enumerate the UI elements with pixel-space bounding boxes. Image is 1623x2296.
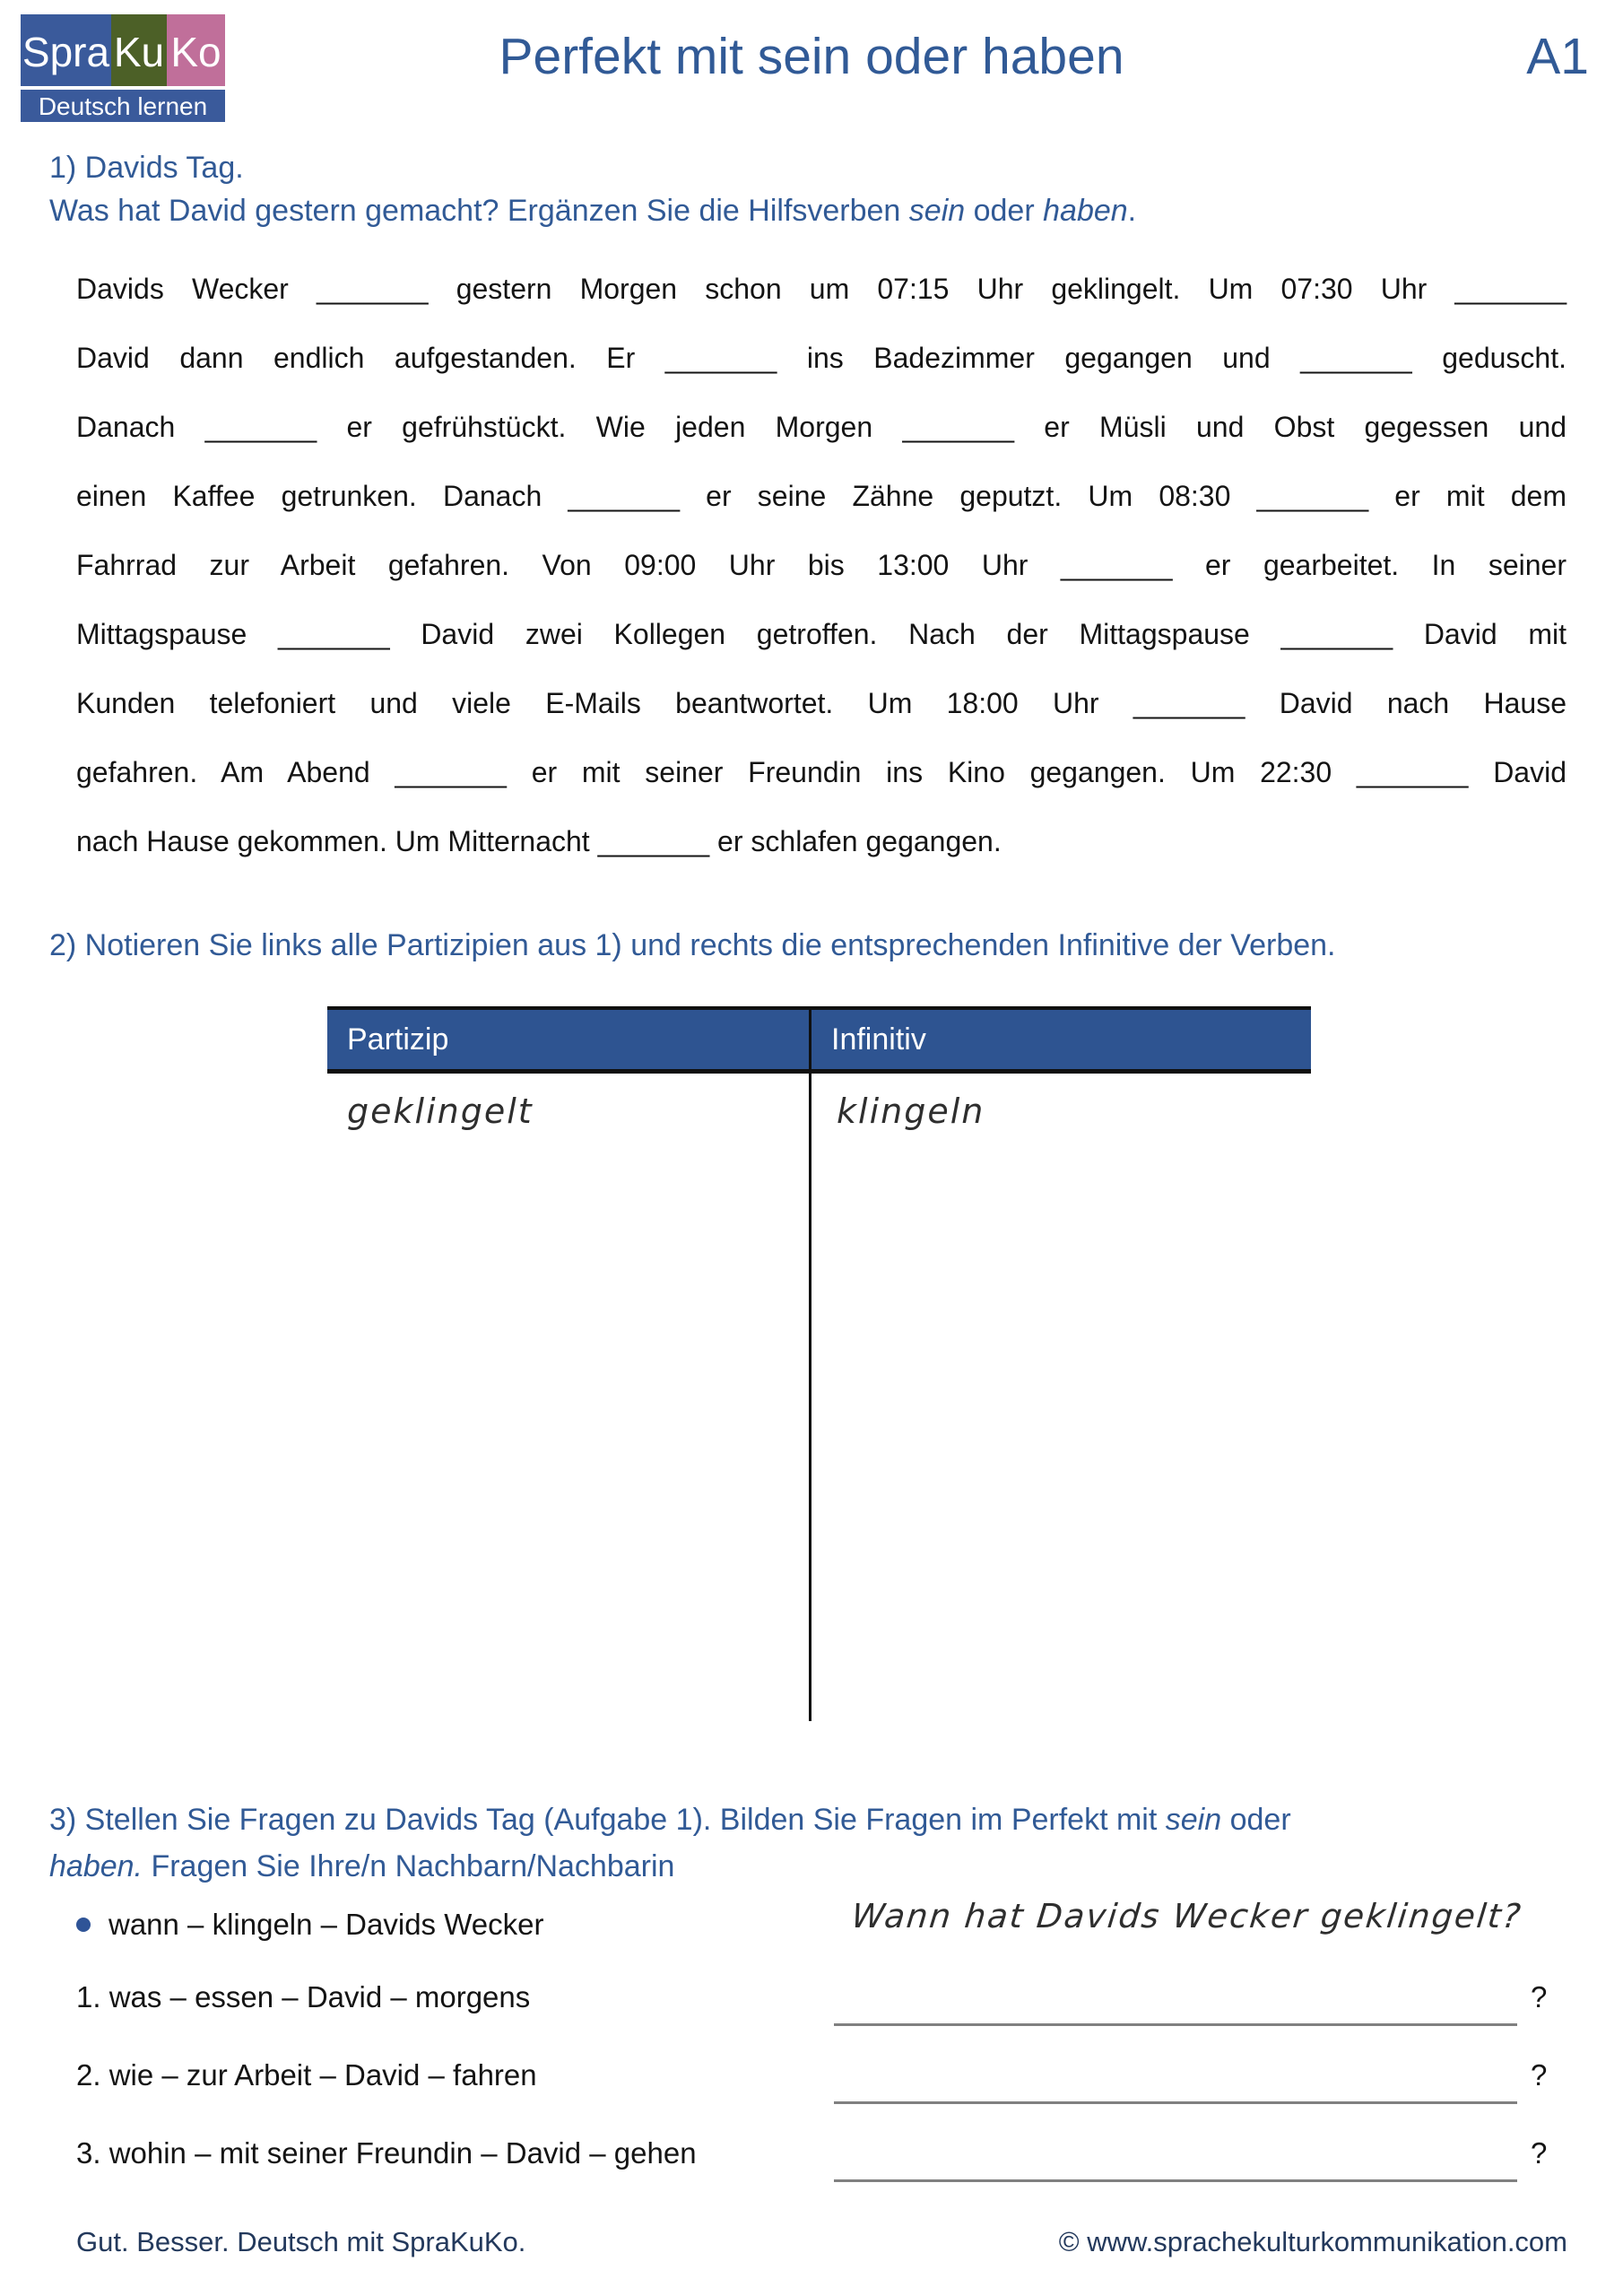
instruction-text: Was hat David gestern gemacht? Ergänzen Sie die Hilfsverben <box>49 194 909 228</box>
example-prompt: wann – klingeln – Davids Wecker <box>108 1908 544 1941</box>
logo-block-ko: Ko <box>167 14 225 86</box>
column-header-partizip: Partizip <box>327 1010 812 1069</box>
column-header-infinitiv: Infinitiv <box>831 1022 926 1057</box>
section2-heading: 2) Notieren Sie links alle Partizipien aus 1) und rechts die entsprechenden Infinitive der Verben. <box>49 928 1336 962</box>
instruction-sein: sein <box>908 194 966 228</box>
question-prompt: 2. wie – zur Arbeit – David – fahren <box>76 2058 537 2092</box>
question-row <box>49 1971 1578 2036</box>
table-header-row <box>327 1006 1311 1074</box>
sprakuko-logo <box>21 14 225 122</box>
handwritten-example-answer: Wann hat Davids Wecker geklingelt? <box>849 1897 1524 1935</box>
question-row <box>49 2049 1578 2114</box>
logo-subtitle: Deutsch lernen <box>21 90 225 122</box>
question-row <box>49 2127 1578 2192</box>
instruction-oder: oder <box>965 194 1044 228</box>
paragraph-line: Davids Wecker _______ gestern Morgen schon um 07:15 Uhr geklingelt. Um 07:30 Uhr _______ <box>76 273 1567 305</box>
question-mark: ? <box>1531 2136 1548 2170</box>
section1-heading: 1) Davids Tag. <box>49 151 244 185</box>
level-badge: A1 <box>1526 28 1589 85</box>
paragraph-line: David dann endlich aufgestanden. Er _______ ins Badezimmer gegangen und _______ geduscht. <box>76 342 1567 374</box>
question-mark: ? <box>1531 2058 1548 2092</box>
paragraph-line: Fahrrad zur Arbeit gefahren. Von 09:00 Uhr bis 13:00 Uhr _______ er gearbeitet. In seiner <box>76 549 1567 581</box>
section3-text-end: Fragen Sie Ihre/n Nachbarn/Nachbarin <box>143 1849 675 1883</box>
answer-blank-line <box>834 2023 1517 2026</box>
answer-blank-line <box>834 2101 1517 2104</box>
instruction-period: . <box>1127 194 1137 228</box>
paragraph-line: Mittagspause _______ David zwei Kollegen getroffen. Nach der Mittagspause _______ David mit <box>76 618 1567 650</box>
footer-copyright: © www.sprachekulturkommunikation.com <box>1058 2226 1567 2257</box>
logo-block-ku: Ku <box>111 14 167 86</box>
handwritten-partizip: geklingelt <box>347 1091 534 1131</box>
paragraph-line: gefahren. Am Abend _______ er mit seiner Freundin ins Kino gegangen. Um 22:30 _______ David <box>76 756 1567 788</box>
answer-blank-line <box>834 2179 1517 2182</box>
question-prompt: 3. wohin – mit seiner Freundin – David – gehen <box>76 2136 697 2170</box>
footer-slogan: Gut. Besser. Deutsch mit SpraKuKo. <box>76 2226 526 2257</box>
paragraph-line: Kunden telefoniert und viele E-Mails beantwortet. Um 18:00 Uhr _______ David nach Hause <box>76 687 1567 719</box>
section3-heading <box>49 1796 1538 1890</box>
partizip-infinitiv-table <box>327 1006 1311 1721</box>
logo-block-spra: Spra <box>21 14 111 86</box>
instruction-haben: haben <box>1043 194 1128 228</box>
example-item <box>76 1908 543 1942</box>
section3-oder: oder <box>1221 1803 1291 1837</box>
paragraph-line: nach Hause gekommen. Um Mitternacht _______ er schlafen gegangen. <box>76 825 1002 857</box>
section3-sein: sein <box>1165 1803 1222 1837</box>
bullet-icon <box>76 1918 91 1932</box>
question-prompt: 1. was – essen – David – morgens <box>76 1980 531 2013</box>
paragraph-line: einen Kaffee getrunken. Danach _______ er seine Zähne geputzt. Um 08:30 _______ er mit dem <box>76 480 1567 512</box>
logo-color-blocks <box>21 14 225 86</box>
question-mark: ? <box>1531 1980 1548 2013</box>
section1-instruction <box>49 194 1136 229</box>
gap-fill-paragraph <box>76 255 1567 876</box>
section3-text: 3) Stellen Sie Fragen zu Davids Tag (Aufgabe 1). Bilden Sie Fragen im Perfekt mit <box>49 1803 1166 1837</box>
section3-haben: haben. <box>49 1849 143 1883</box>
page-title: Perfekt mit sein oder haben <box>499 28 1124 85</box>
handwritten-infinitiv: klingeln <box>837 1091 985 1131</box>
table-body <box>327 1074 1311 1721</box>
paragraph-line: Danach _______ er gefrühstückt. Wie jeden Morgen _______ er Müsli und Obst gegessen und <box>76 411 1567 443</box>
table-cell-partizip <box>327 1074 812 1721</box>
table-cell-infinitiv <box>812 1074 1311 1721</box>
